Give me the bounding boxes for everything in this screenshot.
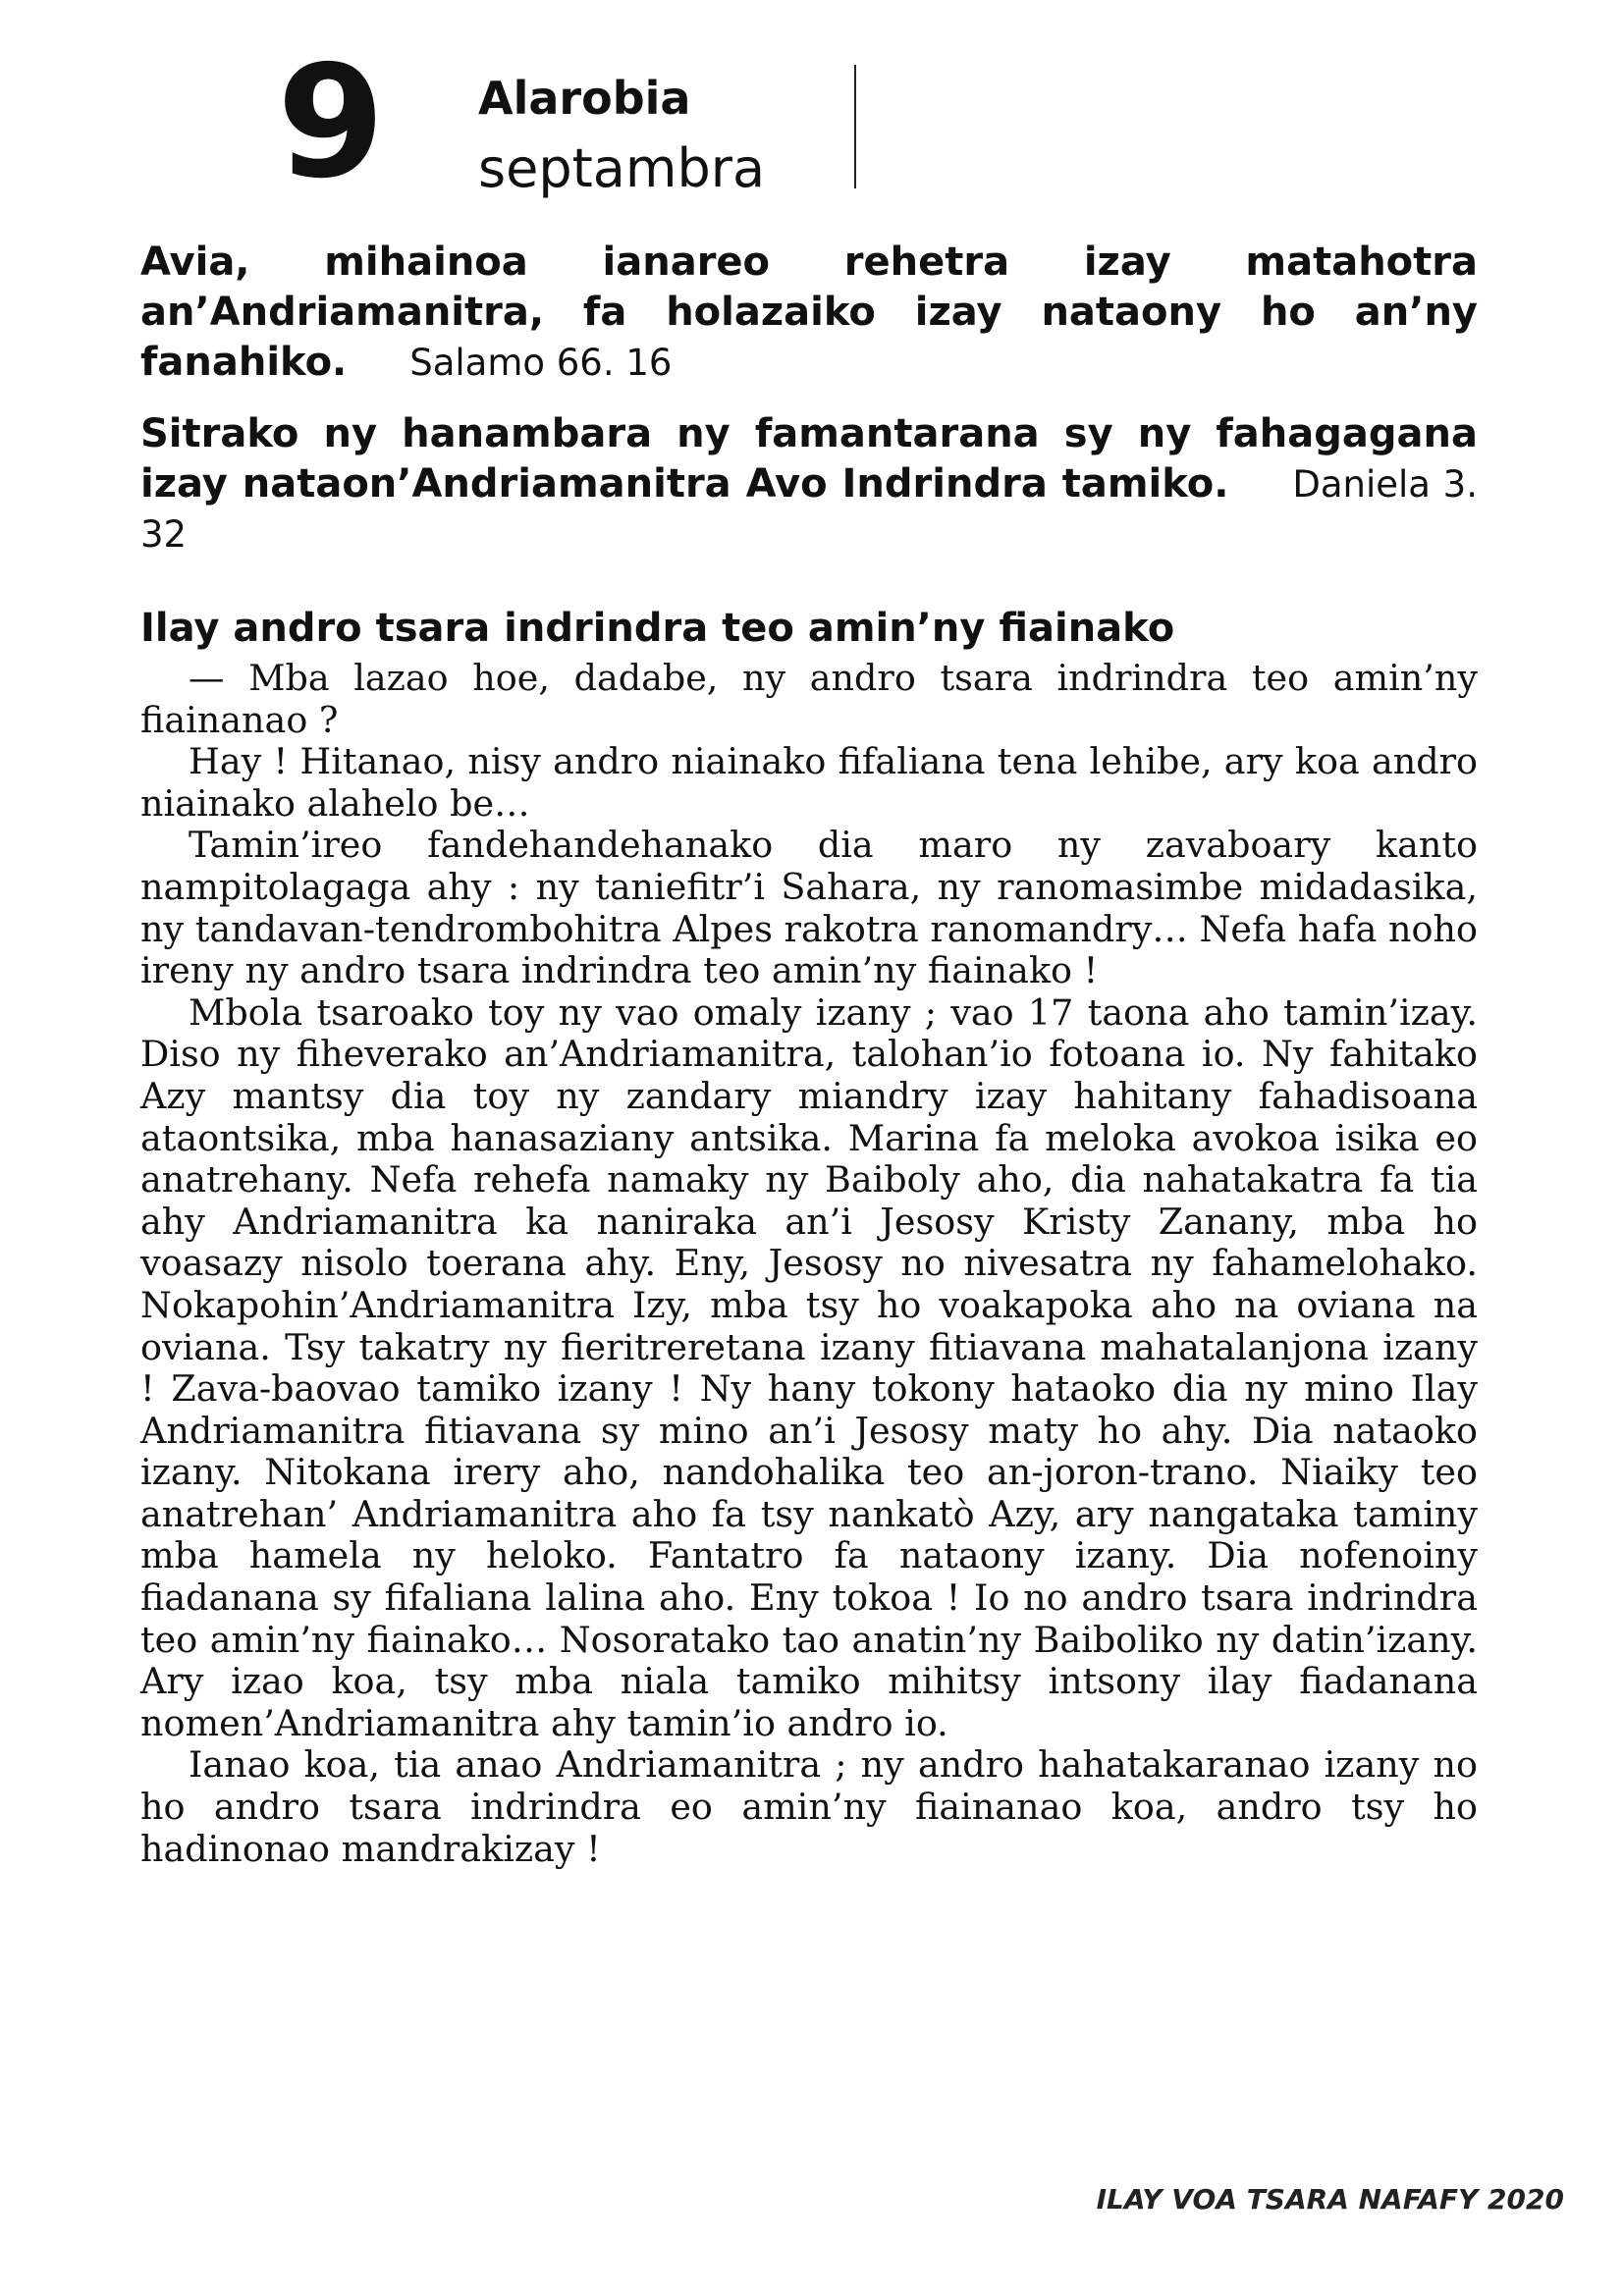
verse-2 [140,409,1478,560]
date-header [0,0,1623,216]
page-content [140,238,1478,1870]
verse-2-reference: Daniela 3. 32 [140,463,1478,556]
header-divider [854,65,856,188]
verse-1-reference: Salamo 66. 16 [409,342,673,384]
month: septambra [478,137,766,199]
article-paragraph: Hay ! Hitanao, nisy andro niainako fifaliana tena lehibe, ary koa andro niainako alahelo be… [140,740,1478,825]
article-paragraph: — Mba lazao hoe, dadabe, ny andro tsara indrindra teo amin’ny fiainanao ? [140,657,1478,741]
verse-2-text: Sitrako ny hanambara ny famantarana sy ny fahagagana izay nataon’Andriamanitra Avo Indrindra tamiko. [140,411,1478,507]
article-paragraph: Tamin’ireo fandehandehanako dia maro ny zavaboary kanto nampitolagaga ahy : ny taniefitr’i Sahara, ny ranomasimbe midadasika, ny tandavan-tendrombohitra Alpes rakotra ranomandry… Nefa hafa noho ireny ny andro tsara indrindra teo amin’ny fiainako ! [140,824,1478,992]
article-paragraph: Ianao koa, tia anao Andriamanitra ; ny andro hahatakaranao izany no ho andro tsara indrindra eo amin’ny fiainanao koa, andro tsy ho hadinonao mandrakizay ! [140,1743,1478,1870]
article-title: Ilay andro tsara indrindra teo amin’ny fiainako [140,606,1175,651]
weekday: Alarobia [478,72,691,125]
day-number: 9 [277,32,381,213]
verse-1 [140,238,1478,388]
article-paragraph: Mbola tsaroako toy ny vao omaly izany ; vao 17 taona aho tamin’izay. Diso ny fiheverako an’Andriamanitra, talohan’io fotoana io. Ny fahitako Azy mantsy dia toy ny zandary miandry izay hahitany fahadisoana ataontsika, mba hanasaziany antsika. Marina fa meloka avokoa isika eo anatrehany. Nefa rehefa namaky ny Baiboly aho, dia nahatakatra fa tia ahy Andriamanitra ka naniraka an’i Jesosy Kristy Zanany, mba ho voasazy nisolo toerana ahy. Eny, Jesosy no nivesatra ny fahamelohako. Nokapohin’Andriamanitra Izy, mba tsy ho voakapoka aho na oviana na oviana. Tsy takatry ny fieritreretana izany fitiavana mahatalanjona izany ! Zava-baovao tamiko izany ! Ny hany tokony hataoko dia ny mino Ilay Andriamanitra fitiavana sy mino an’i Jesosy maty ho ahy. Dia nataoko izany. Nitokana irery aho, nandohalika teo an-joron-trano. Niaiky teo anatrehan’ Andriamanitra aho fa tsy nankatò Azy, ary nangataka taminy mba hamela ny heloko. Fantatro fa nataony izany. Dia nofenoiny fiadanana sy fifaliana lalina aho. Eny tokoa ! Io no andro tsara indrindra teo amin’ny fiainako… Nosoratako tao anatin’ny Baiboliko ny datin’izany. Ary izao koa, tsy mba niala tamiko mihitsy intsony ilay fiadanana nomen’Andriamanitra ahy tamin’io andro io. [140,990,1478,1744]
verse-1-text: Avia, mihainoa ianareo rehetra izay matahotra an’Andriamanitra, fa holazaiko izay nataony ho an’ny fanahiko. [140,240,1478,385]
publication-footer: ILAY VOA TSARA NAFAFY 2020 [1096,2183,1564,2216]
article-body [140,658,1478,1870]
